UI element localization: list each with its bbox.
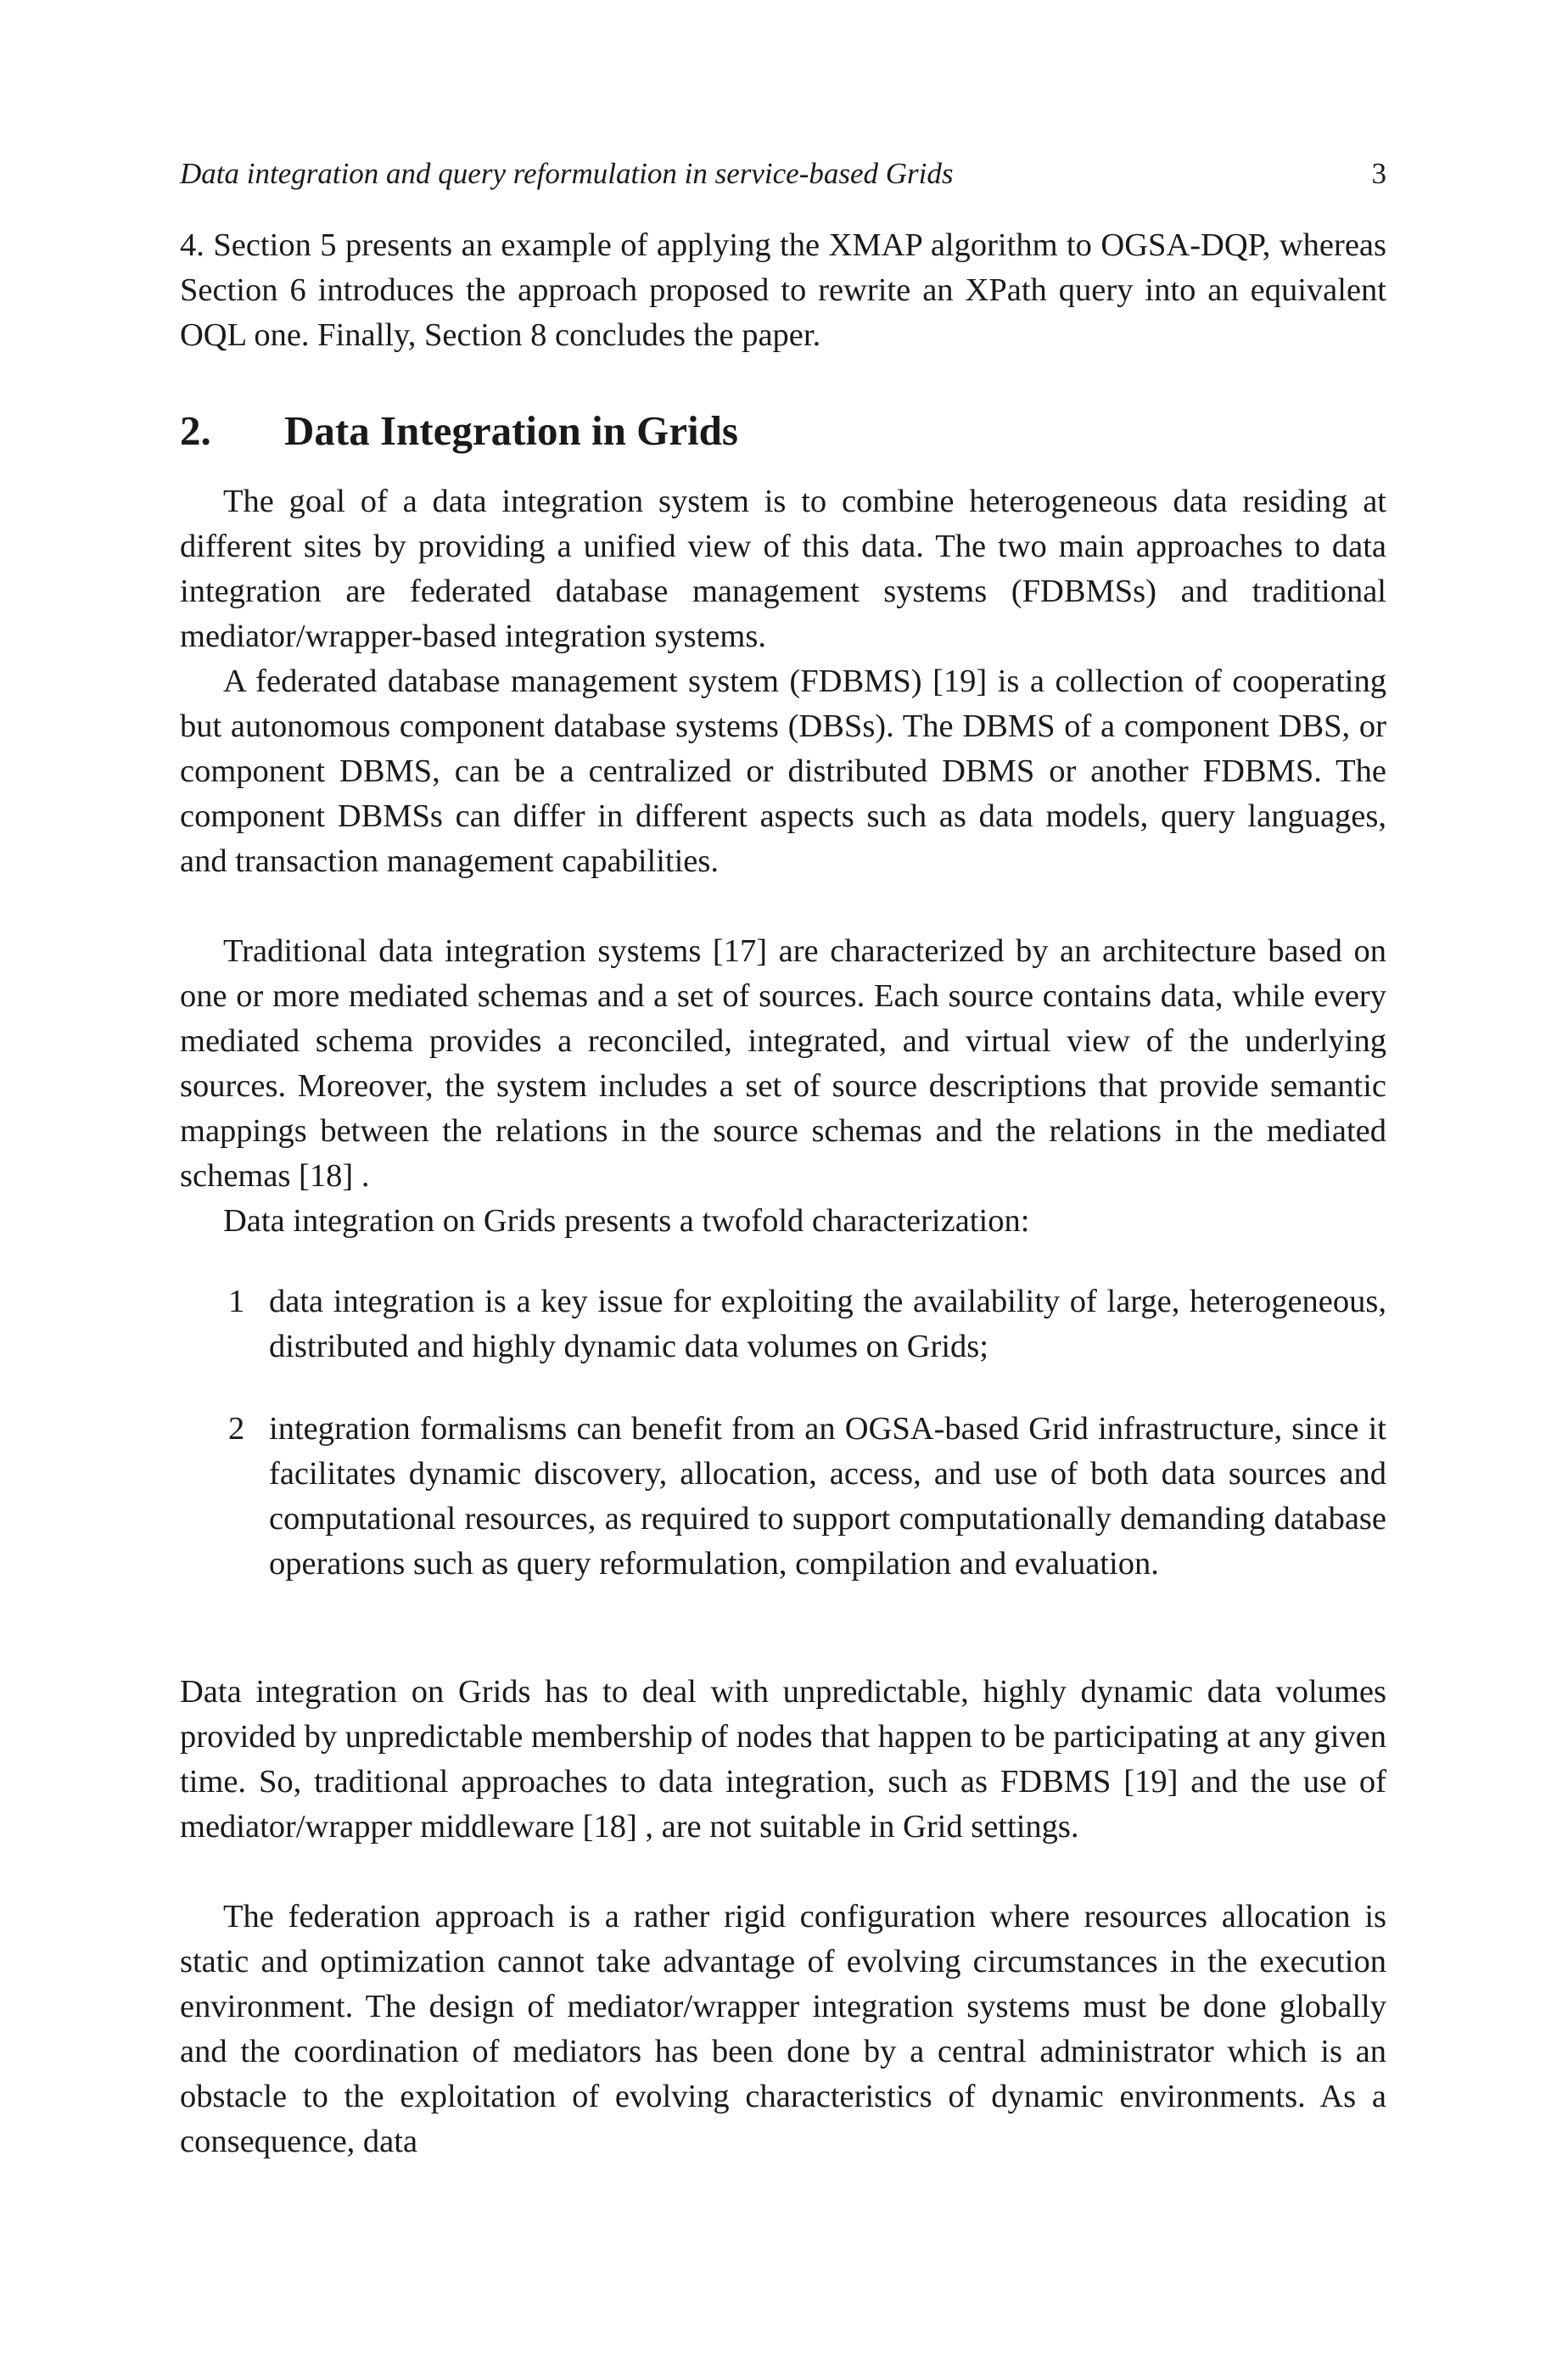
paragraph-traditional: Traditional data integration systems [17] are characterized by an architecture based on one or more mediated schemas and a set of sources. Each source contains data, while every mediated schema provides a reconciled, integrated, and virtual view of the underlying sources. Moreover, the system includes a set of source descriptions that provide semantic mappings between the relations in the source schemas and the relations in the mediated schemas [18] . [180, 933, 1386, 1194]
list-item-text: integration formalisms can benefit from an OGSA-based Grid infrastructure, since it facilitates dynamic discovery, allocation, access, and use of both data sources and computational resources, as required to support computationally demanding database operations such as query reformulation, compilation and evaluation. [269, 1411, 1386, 1582]
paragraph-unpredictable: Data integration on Grids has to deal with unpredictable, highly dynamic data volumes provided by unpredictable membership of nodes that happen to be participating at any given time. So, traditional approaches to data integration, such as FDBMS [19] and the use of mediator/wrapper middleware [18] , are not suitable in Grid settings. [180, 1674, 1386, 1845]
list-item-text: data integration is a key issue for exploiting the availability of large, heterogeneous, distributed and highly dynamic data volumes on Grids; [269, 1284, 1386, 1364]
running-head [180, 153, 1386, 195]
page-number: 3 [1371, 157, 1386, 190]
section-title: Data Integration in Grids [284, 407, 738, 454]
intro-paragraph: 4. Section 5 presents an example of applying the XMAP algorithm to OGSA-DQP, whereas Section 6 introduces the approach proposed to rewrite an XPath query into an equivalent OQL one. Finally, Section 8 concludes the paper. [180, 227, 1386, 353]
running-head-title: Data integration and query reformulation in service-based Grids [180, 157, 954, 190]
list-item-marker: 1 [228, 1284, 245, 1319]
paragraph-twofold: Data integration on Grids presents a twofold characterization: [223, 1203, 1030, 1239]
paragraph-goal: The goal of a data integration system is to combine heterogeneous data residing at different sites by providing a unified view of this data. The two main approaches to data integration are federated database management systems (FDBMSs) and traditional mediator/wrapper-based integration systems. [180, 484, 1386, 654]
section-heading [180, 406, 738, 456]
list-item [228, 1407, 1386, 1587]
list-item [228, 1279, 1386, 1369]
characterization-list [228, 1279, 1386, 1587]
paragraph-federation: The federation approach is a rather rigid configuration where resources allocation is static and optimization cannot take advantage of evolving circumstances in the execution environment. The design of mediator/wrapper integration systems must be done globally and the coordination of mediators has been done by a central administrator which is an obstacle to the exploitation of evolving characteristics of dynamic environments. As a consequence, data [180, 1899, 1386, 2159]
paragraph-fdbms: A federated database management system (FDBMS) [19] is a collection of cooperating but autonomous component database systems (DBSs). The DBMS of a component DBS, or component DBMS, can be a centralized or distributed DBMS or another FDBMS. The component DBMSs can differ in different aspects such as data models, query languages, and transaction management capabilities. [180, 663, 1386, 879]
section-number: 2. [180, 407, 211, 454]
list-item-marker: 2 [228, 1411, 245, 1447]
